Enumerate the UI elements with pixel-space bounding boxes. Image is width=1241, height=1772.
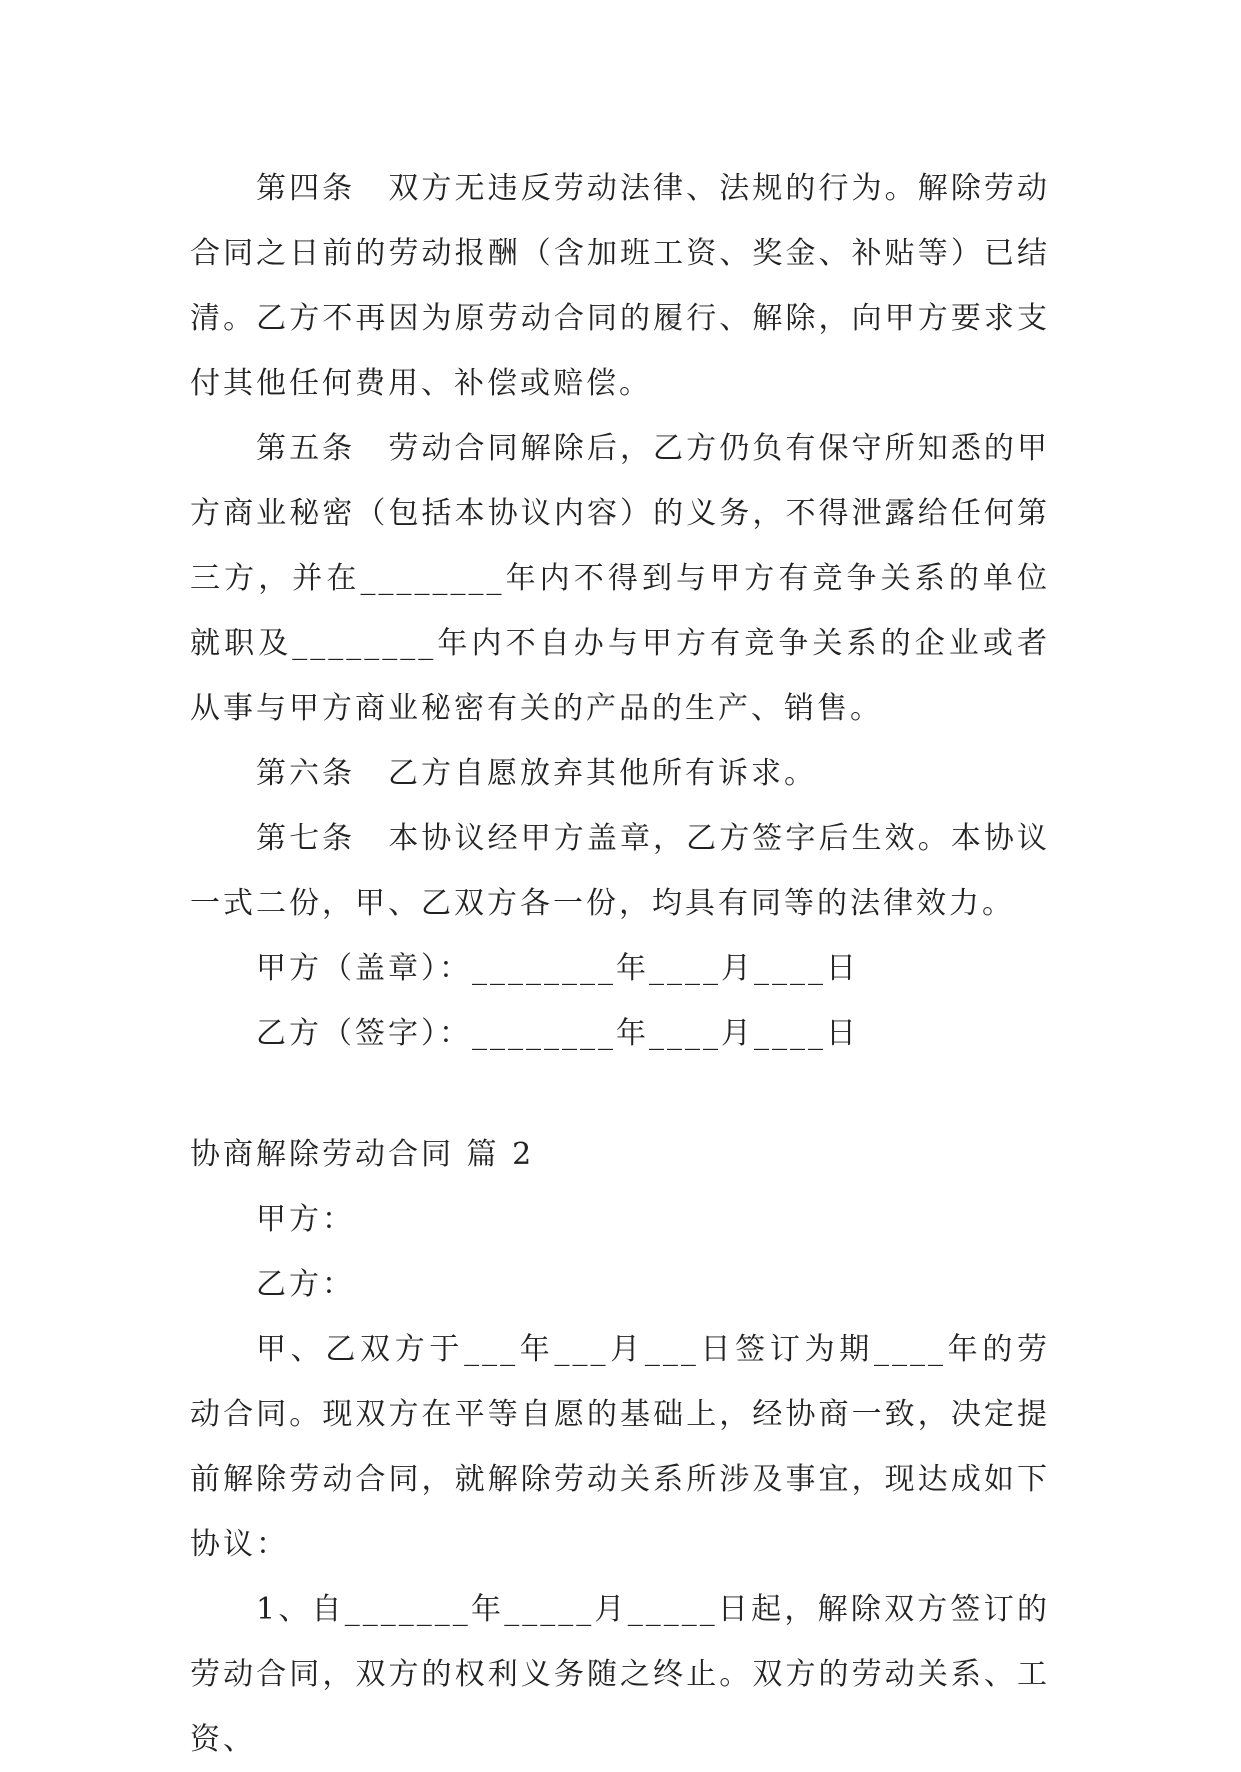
article-4: 第四条 双方无违反劳动法律、法规的行为。解除劳动合同之日前的劳动报酬（含加班工资、奖金、补贴等）已结清。乙方不再因为原劳动合同的履行、解除，向甲方要求支付其他任何费用、补偿或赔偿。 [190, 171, 1050, 401]
signature-party-a: 甲方（盖章）：________年____月____日 [256, 951, 859, 986]
agreement-intro: 甲、乙双方于___年___月___日签订为期____年的劳动合同。现双方在平等自愿的基础上，经协商一致，决定提前解除劳动合同，就解除劳动关系所涉及事宜，现达成如下协议： [190, 1332, 1050, 1562]
signature-party-b: 乙方（签字）：________年____月____日 [256, 1016, 859, 1051]
clause-1: 1、自_______年_____月_____日起，解除双方签订的劳动合同，双方的权利义务随之终止。双方的劳动关系、工资、 [190, 1592, 1050, 1757]
article-7: 第七条 本协议经甲方盖章，乙方签字后生效。本协议一式二份，甲、乙双方各一份，均具有同等的法律效力。 [190, 821, 1050, 921]
section-heading: 协商解除劳动合同 篇 2 [190, 1137, 535, 1172]
party-a-label: 甲方： [256, 1202, 355, 1237]
document-body [190, 156, 1050, 1772]
article-5: 第五条 劳动合同解除后，乙方仍负有保守所知悉的甲方商业秘密（包括本协议内容）的义务，不得泄露给任何第三方，并在________年内不得到与甲方有竞争关系的单位就职及________年内不自办与甲方有竞争关系的企业或者从事与甲方商业秘密有关的产品的生产、销售。 [190, 431, 1050, 726]
party-b-label: 乙方： [256, 1267, 355, 1302]
article-6: 第六条 乙方自愿放弃其他所有诉求。 [256, 756, 817, 791]
